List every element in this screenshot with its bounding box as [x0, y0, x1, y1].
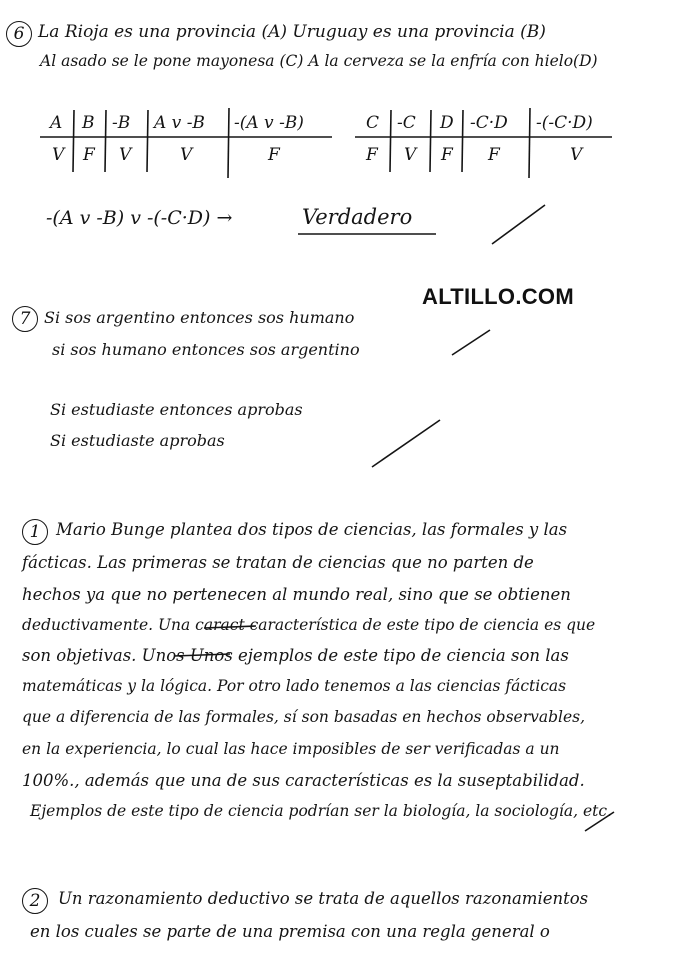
- exercise-7-number: 7: [12, 306, 38, 332]
- check-stroke-2: [452, 330, 490, 355]
- table-left-header-A: A: [50, 113, 63, 133]
- table-right-value-negation: V: [570, 145, 583, 165]
- table-right-header-notC: -C: [397, 113, 416, 133]
- ex7-line-3: Si estudiaste entonces aprobas: [50, 400, 303, 419]
- table-right-value-C: F: [366, 145, 378, 165]
- exercise-6-number: 6: [6, 21, 32, 47]
- table-left-value-AorNotB: V: [180, 145, 193, 165]
- ex1-line-2: fácticas. Las primeras se tratan de ciencias que no parten de: [22, 553, 534, 572]
- watermark: ALTILLO.COM: [422, 284, 574, 309]
- ex1-line-5: son objetivas. Unos Unos ejemplos de este tipo de ciencia son las: [22, 646, 569, 665]
- table-right-value-notCandD: F: [488, 145, 500, 165]
- table-left-header-negation: -(A v -B): [234, 113, 304, 133]
- exercise-1-number: 1: [22, 519, 48, 545]
- ex1-line-7: que a diferencia de las formales, sí son basadas en hechos observables,: [22, 708, 586, 726]
- table-right-value-D: F: [441, 145, 453, 165]
- ex6-line-2: Al asado se le pone mayonesa (C) A la cerveza se la enfría con hielo(D): [40, 52, 598, 70]
- table-left-value-B: F: [83, 145, 95, 165]
- ex2-line-2: en los cuales se parte de una premisa con una regla general o: [30, 922, 550, 941]
- ex7-line-1: Si sos argentino entonces sos humano: [44, 308, 355, 327]
- table-left-header-B: B: [82, 113, 95, 133]
- ex1-line-9: 100%., además que una de sus características es la suseptabilidad.: [22, 771, 585, 790]
- table-right-header-notCandD: -C·D: [470, 113, 508, 133]
- result-value: Verdadero: [302, 205, 413, 229]
- ex2-line-1: Un razonamiento deductivo se trata de aquellos razonamientos: [58, 889, 589, 908]
- ex1-line-4: deductivamente. Una caract característica de este tipo de ciencia es que: [22, 616, 596, 634]
- ex1-line-1: Mario Bunge plantea dos tipos de ciencias, las formales y las: [56, 520, 568, 539]
- ex6-line-1: La Rioja es una provincia (A) Uruguay es una provincia (B): [38, 22, 546, 42]
- table-right-header-C: C: [366, 113, 380, 133]
- ex7-line-2: si sos humano entonces sos argentino: [52, 340, 360, 359]
- table-left-header-AorNotB: A v -B: [154, 113, 205, 133]
- ex7-line-4: Si estudiaste aprobas: [50, 431, 225, 450]
- table-left-value-negation: F: [268, 145, 280, 165]
- check-stroke-1: [492, 205, 545, 244]
- exercise-2-number: 2: [22, 888, 48, 914]
- ex1-line-6: matemáticas y la lógica. Por otro lado tenemos a las ciencias fácticas: [22, 677, 567, 695]
- table-left-header-notB: -B: [112, 113, 131, 133]
- check-stroke-3: [372, 420, 440, 467]
- ex1-line-8: en la experiencia, lo cual las hace imposibles de ser verificadas a un: [22, 740, 560, 758]
- table-left-value-notB: V: [119, 145, 132, 165]
- table-left-value-A: V: [52, 145, 65, 165]
- result-expression: -(A v -B) v -(-C·D) →: [46, 207, 233, 229]
- table-right-header-D: D: [440, 113, 454, 133]
- ex1-line-10: Ejemplos de este tipo de ciencia podrían ser la biología, la sociología, etc.: [30, 802, 612, 820]
- table-right-value-notC: V: [404, 145, 417, 165]
- table-right-header-negation: -(-C·D): [536, 113, 593, 133]
- ex1-line-3: hechos ya que no pertenecen al mundo real, sino que se obtienen: [22, 585, 571, 604]
